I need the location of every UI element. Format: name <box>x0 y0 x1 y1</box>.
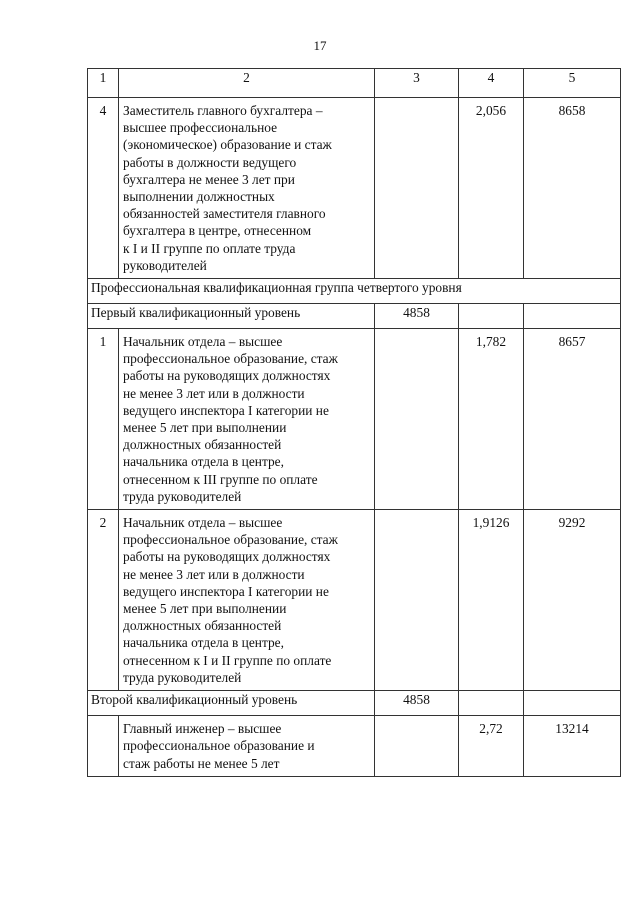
header-cell-1: 1 <box>88 69 119 98</box>
description-line: начальника отдела в центре, <box>123 635 284 651</box>
table-row <box>88 716 621 777</box>
description-line: профессиональное образование, стаж <box>123 532 338 548</box>
qualification-group-title: Профессиональная квалификационная группа четвертого уровня <box>88 279 621 304</box>
description-line: должностных обязанностей <box>123 437 282 453</box>
description-line: отнесенном к III группе по оплате <box>123 471 318 487</box>
qualification-group-row <box>88 279 621 304</box>
description-line: труда руководителей <box>123 488 242 504</box>
coefficient-cell: 2,056 <box>459 98 524 279</box>
coefficient-cell: 2,72 <box>459 716 524 777</box>
description-line: профессиональное образование, стаж <box>123 351 338 367</box>
description-line: не менее 3 лет или в должности <box>123 566 305 582</box>
row-number: 4 <box>88 98 119 279</box>
description-line: руководителей <box>123 257 207 273</box>
description-line: ведущего инспектора I категории не <box>123 583 329 599</box>
qualification-level-row <box>88 304 621 329</box>
level-base-salary: 4858 <box>375 691 459 716</box>
header-cell-3: 3 <box>375 69 459 98</box>
row-number: 1 <box>88 329 119 510</box>
level-base-salary: 4858 <box>375 304 459 329</box>
description-line: бухгалтера в центре, отнесенном <box>123 223 312 239</box>
description-line: не менее 3 лет или в должности <box>123 385 305 401</box>
qualification-level-title: Первый квалификационный уровень <box>88 304 375 329</box>
table-row <box>88 510 621 691</box>
description-line: начальника отдела в центре, <box>123 454 284 470</box>
description-line: Начальник отдела – высшее <box>123 334 283 350</box>
row-number: 2 <box>88 510 119 691</box>
table-header-row <box>88 69 621 98</box>
header-cell-2: 2 <box>119 69 375 98</box>
empty-cell <box>524 304 621 329</box>
page-number: 17 <box>313 38 327 53</box>
qualification-level-title: Второй квалификационный уровень <box>88 691 375 716</box>
description-line: отнесенном к I и II группе по оплате <box>123 652 332 668</box>
description-line: обязанностей заместителя главного <box>123 206 326 222</box>
description-line: высшее профессиональное <box>123 120 278 136</box>
position-description <box>119 329 375 510</box>
description-line: ведущего инспектора I категории не <box>123 402 329 418</box>
description-line: работы на руководящих должностях <box>123 368 331 384</box>
description-line: Главный инженер – высшее <box>123 721 282 737</box>
description-line: к I и II группе по оплате труда <box>123 240 296 256</box>
position-description <box>119 98 375 279</box>
row-number <box>88 716 119 777</box>
base-salary-cell <box>375 716 459 777</box>
salary-cell: 8658 <box>524 98 621 279</box>
header-cell-4: 4 <box>459 69 524 98</box>
description-line: стаж работы не менее 5 лет <box>123 755 280 771</box>
base-salary-cell <box>375 329 459 510</box>
description-line: работы на руководящих должностях <box>123 549 331 565</box>
description-line: работы в должности ведущего <box>123 154 297 170</box>
base-salary-cell <box>375 510 459 691</box>
empty-cell <box>459 691 524 716</box>
salary-cell: 8657 <box>524 329 621 510</box>
empty-cell <box>524 691 621 716</box>
base-salary-cell <box>375 98 459 279</box>
description-line: бухгалтера не менее 3 лет при <box>123 171 295 187</box>
description-line: труда руководителей <box>123 669 242 685</box>
empty-cell <box>459 304 524 329</box>
salary-table <box>87 68 621 777</box>
position-description <box>119 510 375 691</box>
header-cell-5: 5 <box>524 69 621 98</box>
description-line: Начальник отдела – высшее <box>123 515 283 531</box>
table-row <box>88 329 621 510</box>
table-row <box>88 98 621 279</box>
salary-cell: 9292 <box>524 510 621 691</box>
qualification-level-row <box>88 691 621 716</box>
description-line: профессиональное образование и <box>123 738 315 754</box>
description-line: Заместитель главного бухгалтера – <box>123 103 323 118</box>
description-line: (экономическое) образование и стаж <box>123 137 332 153</box>
position-description <box>119 716 375 777</box>
coefficient-cell: 1,782 <box>459 329 524 510</box>
salary-cell: 13214 <box>524 716 621 777</box>
description-line: должностных обязанностей <box>123 618 282 634</box>
description-line: выполнении должностных <box>123 189 275 205</box>
coefficient-cell: 1,9126 <box>459 510 524 691</box>
description-line: менее 5 лет при выполнении <box>123 601 287 617</box>
description-line: менее 5 лет при выполнении <box>123 420 287 436</box>
